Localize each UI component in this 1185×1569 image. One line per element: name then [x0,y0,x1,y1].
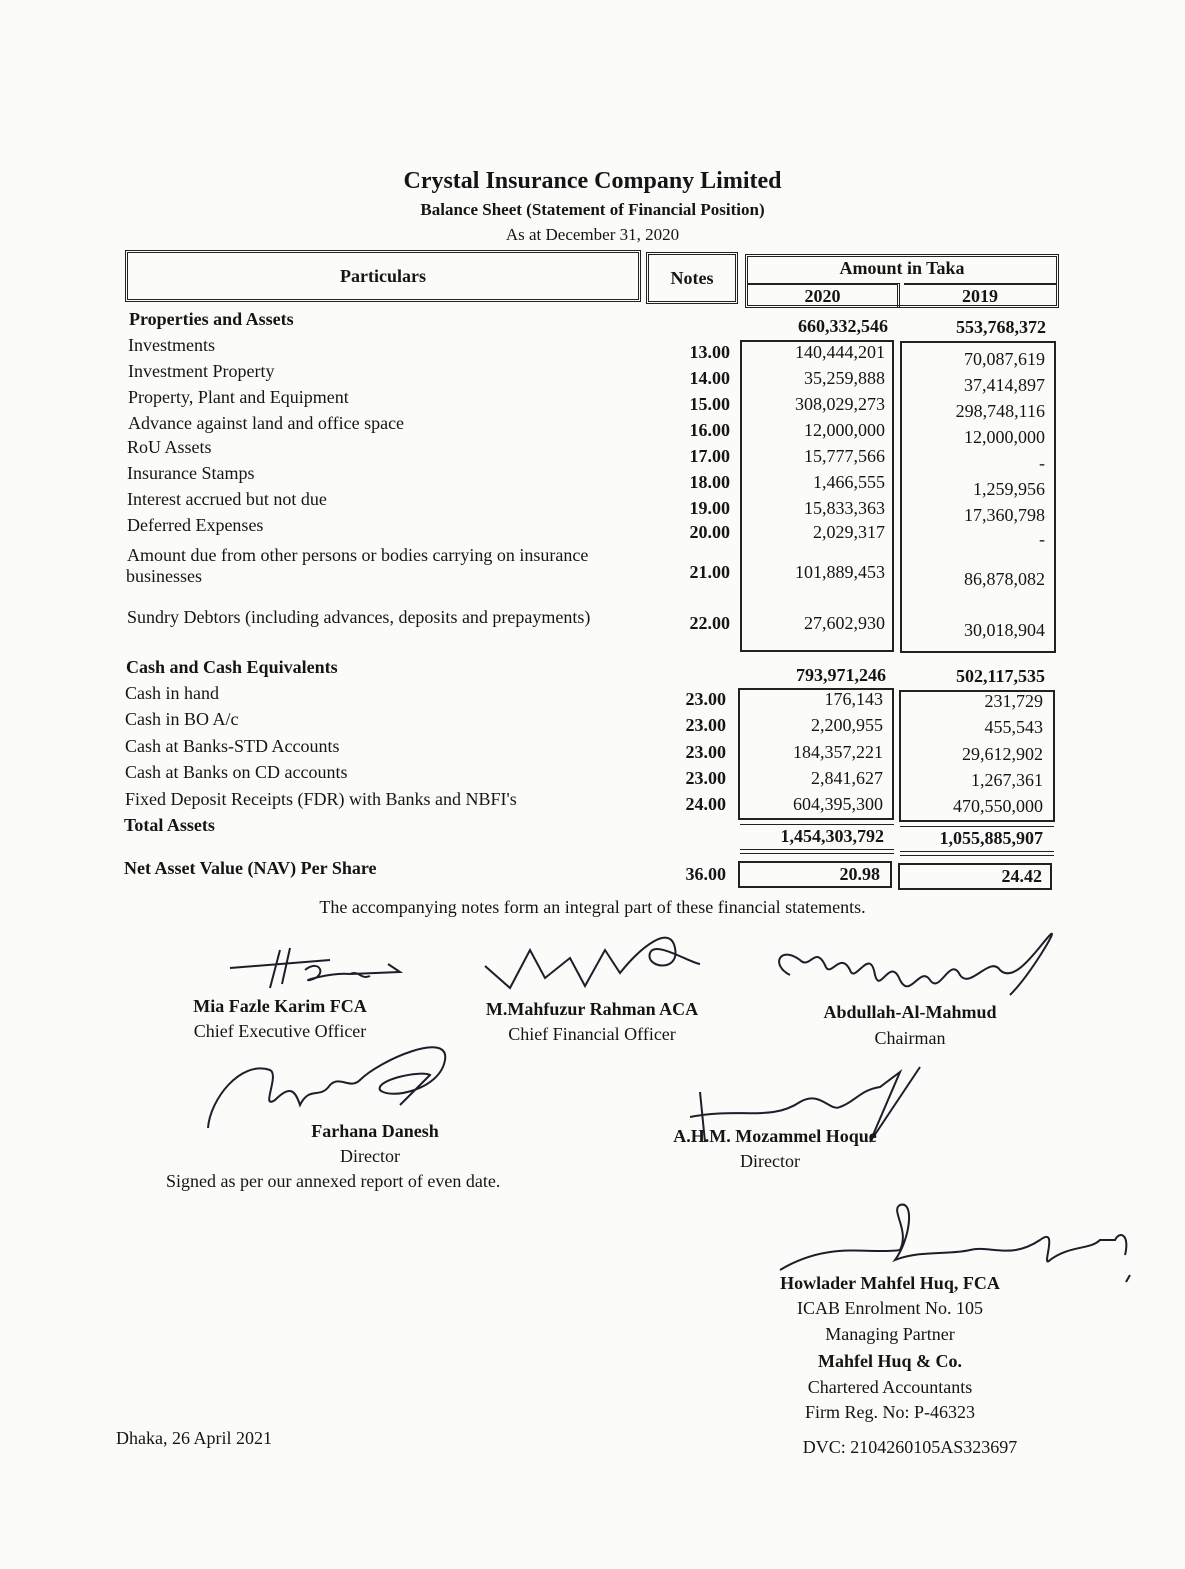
cash-row-2020: 184,357,221 [793,742,883,762]
asset-row-note: 17.00 [689,446,730,466]
cash-row-label: Cash in hand [125,683,219,703]
cash-total-2019: 502,117,535 [955,666,1045,686]
asset-row-2019: 30,018,904 [964,620,1045,640]
cash-row-2019: 1,267,361 [971,770,1043,790]
auditor-firm-type: Chartered Accountants [807,1377,973,1397]
header-year-2020: 2020 [748,283,900,307]
asset-row-note: 20.00 [689,522,730,542]
cash-row-label: Cash at Banks-STD Accounts [125,736,340,756]
asset-row-2019: 86,878,082 [964,569,1045,589]
total-assets-2020: 1,454,303,792 [780,826,884,846]
cash-row-2020: 176,143 [824,689,883,709]
asset-row-label: Investment Property [128,361,275,381]
cash-row-note: 23.00 [685,768,726,788]
chairman-name: Abdullah-Al-Mahmud [823,1002,997,1022]
company-name: Crystal Insurance Company Limited [403,168,782,194]
cash-row-2019: 470,550,000 [953,796,1043,816]
total-2019-topline [900,826,1054,827]
asset-row-note: 16.00 [689,420,730,440]
section-cash-label: Cash and Cash Equivalents [126,657,338,677]
ceo-role: Chief Executive Officer [193,1021,367,1041]
cash-row-2020: 604,395,300 [793,794,883,814]
auditor-dvc: DVC: 2104260105AS323697 [802,1437,1018,1457]
signed-note: Signed as per our annexed report of even date. [166,1171,501,1191]
asset-row-label: Insurance Stamps [127,463,255,483]
total-2020-double-underline [740,849,894,854]
auditor-firm-reg: Firm Reg. No: P-46323 [804,1402,975,1422]
cash-row-label: Cash in BO A/c [125,709,239,729]
asset-row-2020: 12,000,000 [804,420,885,440]
place-date: Dhaka, 26 April 2021 [116,1428,272,1448]
cfo-name: M.Mahfuzur Rahman ACA [485,999,699,1019]
asset-row-2020: 2,029,317 [813,522,885,542]
cash-row-note: 23.00 [685,715,726,735]
asset-row-note: 21.00 [689,562,730,582]
asset-row-note: 22.00 [689,613,730,633]
asset-row-label: Advance against land and office space [128,413,405,433]
asset-row-2019: 17,360,798 [964,505,1045,525]
notes-statement: The accompanying notes form an integral part of these financial statements. [319,897,866,917]
auditor-position: Managing Partner [825,1324,955,1344]
cash-row-note: 23.00 [685,689,726,709]
asset-row-2020: 101,889,453 [795,562,885,582]
auditor-firm: Mahfel Huq & Co. [818,1351,962,1371]
nav-2019: 24.42 [1001,866,1042,886]
director1-signature [200,1030,460,1130]
header-amount-title: Amount in Taka [839,258,965,278]
cfo-role: Chief Financial Officer [508,1024,676,1044]
asset-row-2020: 308,029,273 [795,394,885,414]
asset-row-2019: - [1039,529,1045,549]
cash-row-2019: 29,612,902 [962,744,1043,764]
header-notes: Notes [646,252,738,304]
asset-row-label: Interest accrued but not due [127,489,327,509]
header-particulars: Particulars [125,250,641,302]
asset-row-label: RoU Assets [127,437,212,457]
asset-row-2019: 1,259,956 [973,479,1045,499]
asset-row-label: Deferred Expenses [127,515,264,535]
director1-role: Director [340,1146,400,1166]
director2-role: Director [740,1151,800,1171]
asset-row-2020: 27,602,930 [804,613,885,633]
header-amount [745,254,1059,308]
cash-row-note: 24.00 [685,794,726,814]
cash-row-2020: 2,200,955 [811,715,883,735]
asset-row-2019: 298,748,116 [955,401,1045,421]
ceo-signature [210,940,430,1000]
asset-row-2019: 37,414,897 [964,375,1045,395]
asset-row-2020: 15,777,566 [804,446,885,466]
cash-row-2020: 2,841,627 [811,768,883,788]
asset-row-2020: 140,444,201 [795,342,885,362]
asset-row-note: 19.00 [689,498,730,518]
asset-row-note: 18.00 [689,472,730,492]
cash-total-2020: 793,971,246 [796,665,886,685]
asset-row-label: Sundry Debtors (including advances, deposits and prepayments) [127,607,591,627]
total-2020-topline [740,824,894,825]
nav-note: 36.00 [685,864,726,884]
nav-2020: 20.98 [839,864,880,884]
asset-row-note: 15.00 [689,394,730,414]
ceo-name: Mia Fazle Karim FCA [193,996,367,1016]
asset-row-label: Property, Plant and Equipment [128,387,349,407]
nav-label: Net Asset Value (NAV) Per Share [124,858,377,878]
total-2019-double-underline [900,851,1054,856]
total-assets-label: Total Assets [124,815,215,835]
asset-row-2019: - [1039,453,1045,473]
cash-row-note: 23.00 [685,742,726,762]
properties-total-2019: 553,768,372 [956,317,1046,337]
cash-row-2019: 455,543 [984,717,1043,737]
properties-total-2020: 660,332,546 [798,316,888,336]
cash-row-2019: 231,729 [984,691,1043,711]
asset-row-2019: 70,087,619 [964,349,1045,369]
asset-row-label: Amount due from other persons or bodies carrying on insurance [127,545,589,565]
section-properties-label: Properties and Assets [129,309,294,329]
auditor-name: Howlader Mahfel Huq, FCA [780,1273,1000,1293]
header-year-2019: 2019 [904,283,1056,307]
asset-row-label: Investments [128,335,215,355]
chairman-role: Chairman [874,1028,946,1048]
asset-row-note: 13.00 [689,342,730,362]
asset-row-2020: 35,259,888 [804,368,885,388]
asset-row-2020: 1,466,555 [813,472,885,492]
auditor-enrolment: ICAB Enrolment No. 105 [797,1298,983,1318]
cfo-signature [470,928,710,998]
director2-name: A.H.M. Mozammel Hoque [673,1126,877,1146]
asset-row-note: 14.00 [689,368,730,388]
cash-row-label: Fixed Deposit Receipts (FDR) with Banks and NBFI's [125,789,517,809]
as-at-date: As at December 31, 2020 [505,225,680,244]
director1-name: Farhana Danesh [311,1121,439,1141]
cash-row-label: Cash at Banks on CD accounts [125,762,348,782]
asset-row-label-cont: businesses [126,566,202,586]
total-assets-2019: 1,055,885,907 [939,828,1043,848]
asset-row-2020: 15,833,363 [804,498,885,518]
statement-title: Balance Sheet (Statement of Financial Position) [420,200,765,219]
asset-row-2019: 12,000,000 [964,427,1045,447]
